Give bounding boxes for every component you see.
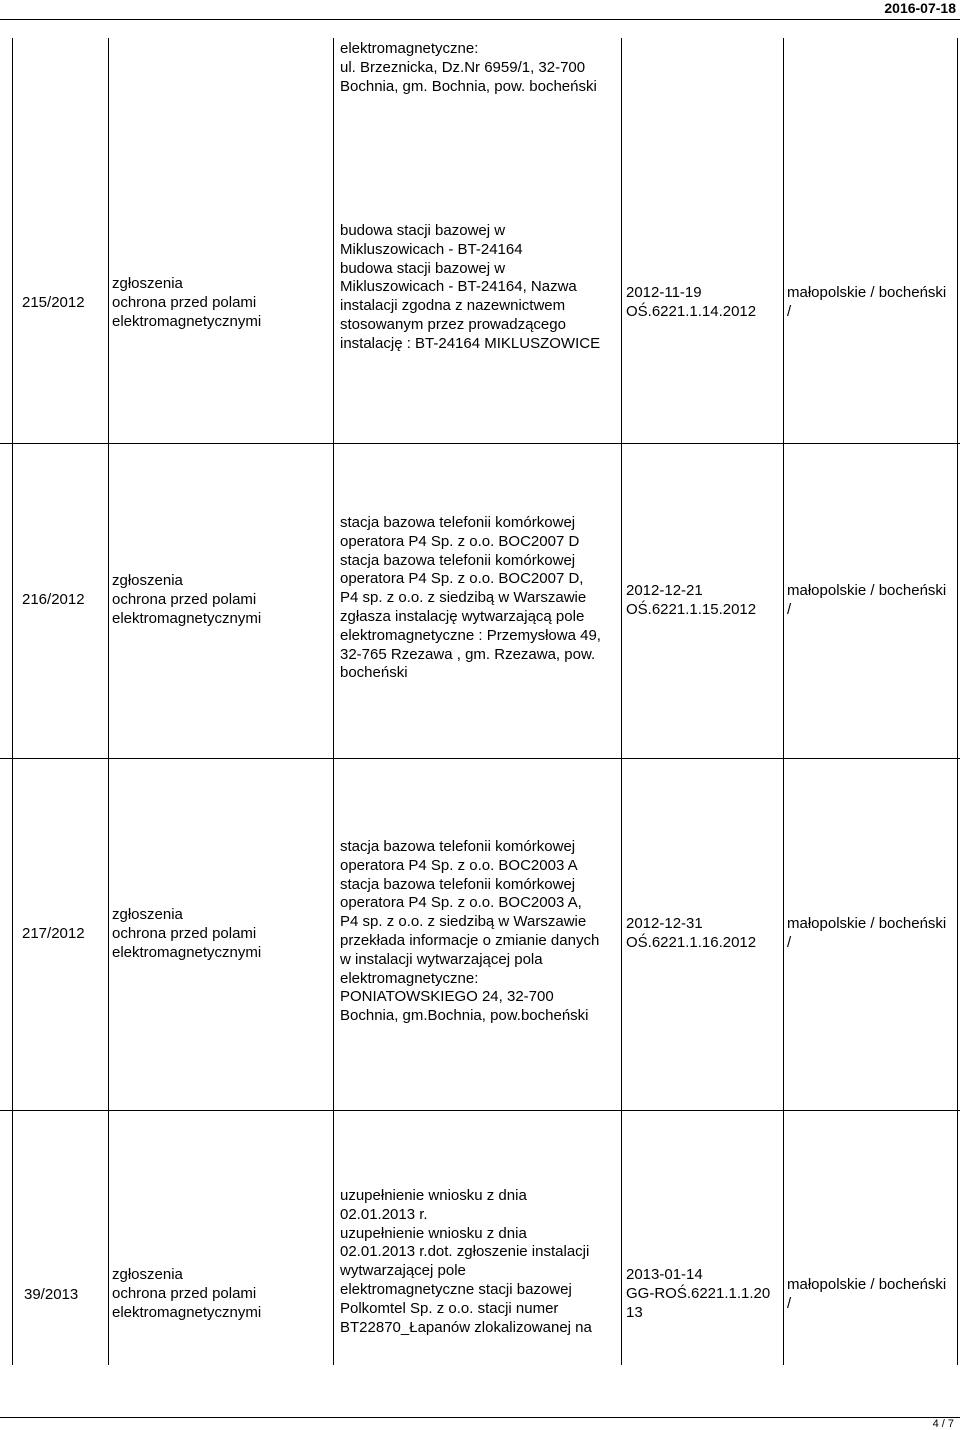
record-date-ref	[626, 915, 756, 953]
record-description	[340, 838, 599, 1026]
text-line: elektromagnetycznymi	[112, 943, 262, 961]
text-line: wytwarzającej pole	[340, 1262, 466, 1280]
record-region	[787, 1276, 946, 1314]
text-line: zgłoszenia	[112, 572, 183, 589]
record-date-ref	[626, 582, 756, 620]
text-line: OŚ.6221.1.15.2012	[626, 600, 757, 618]
record-description	[340, 1187, 592, 1337]
text-line: zgłoszenia	[112, 906, 183, 923]
record-number: 217/2012	[22, 925, 85, 942]
column-divider	[621, 38, 622, 1365]
text-line: elektromagnetycznymi	[112, 1303, 262, 1321]
text-line: budowa stacji bazowej w	[340, 222, 506, 239]
text-line: zgłasza instalację wytwarzającą pole	[340, 607, 585, 625]
text-line: stacja bazowa telefonii komórkowej	[340, 514, 576, 531]
text-line: małopolskie / bocheński	[787, 1276, 947, 1293]
page-number: 4 / 7	[932, 1418, 954, 1430]
text-line: OŚ.6221.1.14.2012	[626, 302, 757, 320]
column-divider	[783, 38, 784, 1365]
text-line: małopolskie / bocheński	[787, 284, 947, 301]
text-line: elektromagnetyczne stacji bazowej	[340, 1280, 572, 1298]
text-line: 2013-01-14	[626, 1266, 703, 1283]
record-number: 216/2012	[22, 591, 85, 608]
text-line: operatora P4 Sp. z o.o. BOC2003 A	[340, 856, 578, 874]
text-line: operatora P4 Sp. z o.o. BOC2007 D,	[340, 570, 584, 588]
text-line: uzupełnienie wniosku z dnia	[340, 1187, 527, 1204]
text-line: uzupełnienie wniosku z dnia	[340, 1224, 527, 1242]
text-line: 02.01.2013 r.	[340, 1205, 428, 1223]
header-rule	[0, 19, 960, 20]
text-line: instalacji zgodna z nazewnictwem	[340, 297, 566, 315]
text-line: OŚ.6221.1.16.2012	[626, 933, 757, 951]
footer-rule	[0, 1417, 960, 1418]
record-date-ref	[626, 1266, 770, 1322]
text-line: Mikluszowicach - BT-24164	[340, 240, 523, 258]
text-line: 13	[626, 1303, 643, 1321]
text-line: /	[787, 600, 792, 618]
text-line: /	[787, 933, 792, 951]
column-divider	[333, 38, 334, 1365]
text-line: bocheński	[340, 664, 408, 682]
text-line: przekłada informacje o zmianie danych	[340, 931, 600, 949]
row-divider	[0, 758, 960, 759]
text-line: P4 sp. z o.o. z siedzibą w Warszawie	[340, 913, 587, 931]
column-divider	[108, 38, 109, 1365]
column-divider	[957, 38, 958, 1365]
text-line: 2012-12-21	[626, 582, 703, 599]
text-line: ul. Brzeznicka, Dz.Nr 6959/1, 32-700	[340, 58, 586, 76]
text-line: ochrona przed polami	[112, 590, 257, 608]
record-region	[787, 582, 946, 620]
text-line: elektromagnetyczne : Przemysłowa 49,	[340, 626, 601, 644]
records-table	[0, 38, 960, 1365]
text-line: ochrona przed polami	[112, 924, 257, 942]
text-line: w instalacji wytwarzającej pola	[340, 950, 543, 968]
record-description	[340, 222, 600, 354]
record-date-ref	[626, 284, 756, 322]
record-number: 215/2012	[22, 294, 85, 311]
text-line: stacja bazowa telefonii komórkowej	[340, 551, 576, 569]
continued-description	[340, 40, 597, 96]
header-date: 2016-07-18	[884, 0, 956, 16]
text-line: operatora P4 Sp. z o.o. BOC2007 D	[340, 532, 580, 550]
text-line: 02.01.2013 r.dot. zgłoszenie instalacji	[340, 1243, 590, 1261]
row-divider	[0, 1110, 960, 1111]
text-line: elektromagnetycznymi	[112, 312, 262, 330]
text-line: P4 sp. z o.o. z siedzibą w Warszawie	[340, 589, 587, 607]
text-line: GG-ROŚ.6221.1.1.20	[626, 1284, 771, 1302]
text-line: /	[787, 302, 792, 320]
text-line: Bochnia, gm. Bochnia, pow. bocheński	[340, 77, 597, 95]
text-line: ochrona przed polami	[112, 1284, 257, 1302]
text-line: /	[787, 1294, 792, 1312]
text-line: 2012-11-19	[626, 284, 702, 301]
record-description	[340, 514, 601, 683]
text-line: stacja bazowa telefonii komórkowej	[340, 838, 576, 855]
text-line: małopolskie / bocheński	[787, 915, 947, 932]
record-category	[112, 275, 261, 331]
text-line: BT22870_Łapanów zlokalizowanej na	[340, 1318, 592, 1336]
record-category	[112, 572, 261, 628]
text-line: małopolskie / bocheński	[787, 582, 947, 599]
text-line: stosowanym przez prowadzącego	[340, 315, 566, 333]
text-line: Mikluszowicach - BT-24164, Nazwa	[340, 278, 577, 296]
text-line: 2012-12-31	[626, 915, 703, 932]
text-line: zgłoszenia	[112, 275, 183, 292]
text-line: Polkomtel Sp. z o.o. stacji numer	[340, 1299, 559, 1317]
record-category	[112, 1266, 261, 1322]
text-line: elektromagnetycznymi	[112, 609, 262, 627]
text-line: 32-765 Rzezawa , gm. Rzezawa, pow.	[340, 645, 596, 663]
text-line: elektromagnetyczne:	[340, 969, 479, 987]
text-line: zgłoszenia	[112, 1266, 183, 1283]
column-divider	[12, 38, 13, 1365]
record-category	[112, 906, 261, 962]
text-line: elektromagnetyczne:	[340, 40, 479, 57]
text-line: ochrona przed polami	[112, 293, 257, 311]
row-divider	[0, 443, 960, 444]
text-line: Bochnia, gm.Bochnia, pow.bocheński	[340, 1007, 589, 1025]
record-number: 39/2013	[24, 1286, 79, 1303]
text-line: PONIATOWSKIEGO 24, 32-700	[340, 988, 554, 1006]
text-line: instalację : BT-24164 MIKLUSZOWICE	[340, 334, 601, 352]
text-line: operatora P4 Sp. z o.o. BOC2003 A,	[340, 894, 582, 912]
record-region	[787, 284, 946, 322]
text-line: stacja bazowa telefonii komórkowej	[340, 875, 576, 893]
record-region	[787, 915, 946, 953]
text-line: budowa stacji bazowej w	[340, 259, 506, 277]
